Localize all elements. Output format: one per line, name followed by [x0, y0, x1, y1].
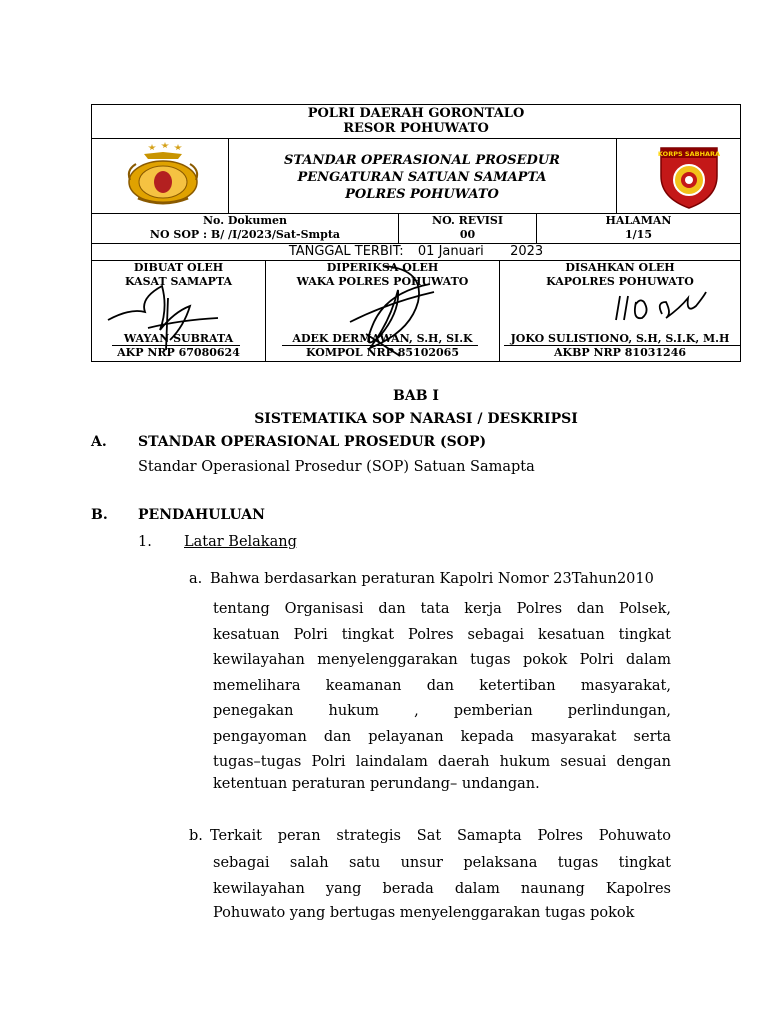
section-a-text: Standar Operasional Prosedur (SOP) Satuan Samapta — [138, 459, 535, 475]
org-header — [92, 106, 740, 136]
signatory-2-position: WAKA POLRES POHUWATO — [296, 275, 469, 288]
doc-number-cell — [92, 214, 398, 242]
signatory-2-nrp: KOMPOL NRP 85102065 — [306, 346, 459, 359]
para-a-line: pengayoman dan pelayanan kepada masyarakat serta — [213, 728, 671, 745]
no-revisi-value: 00 — [459, 228, 476, 241]
polri-emblem-icon — [118, 140, 208, 210]
para-b-body — [213, 851, 671, 902]
signatory-1-role: DIBUAT OLEH — [133, 261, 224, 274]
tanggal-label: TANGGAL TERBIT: — [288, 244, 404, 259]
section-b-letter: B. — [91, 507, 108, 523]
signatory-2-role: DIPERIKSA OLEH — [326, 261, 439, 274]
korps-sabhara-shield-icon — [655, 142, 723, 210]
para-b-label: b. — [189, 828, 203, 844]
no-dokumen-label: No. Dokumen — [203, 214, 287, 227]
page-cell — [537, 214, 740, 242]
no-sop-value: NO SOP : B/ /I/2023/Sat-Smpta — [149, 228, 341, 241]
item-1-number: 1. — [138, 534, 152, 550]
para-a-label: a. — [189, 571, 203, 587]
chapter-title: SISTEMATIKA SOP NARASI / DESKRIPSI — [254, 411, 578, 427]
svg-text:KORPS SABHARA: KORPS SABHARA — [657, 150, 721, 158]
signatory-1-name: WAYAN SUBRATA — [123, 332, 234, 345]
para-a-line: kesatuan Polri tingkat Polres sebagai kesatuan tingkat — [213, 626, 671, 643]
para-b-last-line: Pohuwato yang bertugas menyelenggarakan tugas pokok — [213, 905, 635, 921]
section-a-title: STANDAR OPERASIONAL PROSEDUR (SOP) — [138, 434, 487, 450]
signature-1-icon — [100, 268, 250, 358]
document-title — [229, 152, 615, 203]
signatory-2-name: ADEK DERMAWAN, S.H, SI.K — [292, 332, 473, 345]
org-name: POLRI DAERAH GORONTALO — [307, 106, 525, 121]
tanggal-day: 01 Januari — [417, 244, 484, 259]
para-b-line: kewilayahan yang berada dalam naunang Kapolres — [213, 880, 671, 897]
para-a-line: penegakan hukum , pemberian perlindungan, — [213, 703, 671, 719]
title-line-3: POLRES POHUWATO — [345, 187, 499, 202]
signatory-1-position: KASAT SAMAPTA — [124, 275, 233, 288]
para-a-last-line: ketentuan peraturan perundang– undangan. — [213, 776, 540, 792]
para-b-line: sebagai salah satu unsur pelaksana tugas tingkat — [213, 855, 671, 871]
section-b-title: PENDAHULUAN — [138, 507, 265, 523]
para-a-body — [213, 597, 671, 776]
para-a-line: tentang Organisasi dan tata kerja Polres dan Polsek, — [213, 601, 671, 617]
signatory-3-position: KAPOLRES POHUWATO — [546, 275, 694, 288]
signatory-3-identity — [500, 332, 740, 360]
halaman-label: HALAMAN — [605, 214, 672, 227]
chapter-heading: BAB I — [393, 388, 439, 404]
para-a-line: memelihara keamanan dan ketertiban masyarakat, — [213, 677, 671, 694]
no-revisi-label: NO. REVISI — [432, 214, 503, 227]
signatory-3-nrp: AKBP NRP 81031246 — [553, 346, 687, 359]
signatory-3-name: JOKO SULISTIONO, S.H, S.I.K, M.H — [510, 332, 730, 345]
item-1-title: Latar Belakang — [184, 534, 297, 550]
tanggal-year: 2023 — [510, 244, 544, 259]
para-a-line: tugas–tugas Polri laindalam daerah hukum sesuai dengan — [213, 754, 671, 770]
signature-2-icon — [330, 262, 450, 362]
signatory-1-nrp: AKP NRP 67080624 — [117, 346, 240, 359]
title-line-2: PENGATURAN SATUAN SAMAPTA — [297, 170, 547, 185]
para-a-first-line: Bahwa berdasarkan peraturan Kapolri Nomor 23Tahun2010 — [210, 571, 654, 587]
publish-date-row — [92, 244, 740, 260]
para-a-line: kewilayahan menyelenggarakan tugas pokok Polri dalam — [213, 652, 671, 668]
revision-cell — [399, 214, 536, 242]
halaman-value: 1/15 — [625, 228, 652, 241]
section-a-letter: A. — [91, 434, 107, 450]
org-unit: RESOR POHUWATO — [343, 121, 489, 136]
para-b-first-line: Terkait peran strategis Sat Samapta Polres Pohuwato — [210, 828, 671, 844]
signatory-3-role: DISAHKAN OLEH — [565, 261, 675, 274]
title-line-1: STANDAR OPERASIONAL PROSEDUR — [284, 153, 560, 168]
signature-3-icon — [610, 284, 720, 334]
